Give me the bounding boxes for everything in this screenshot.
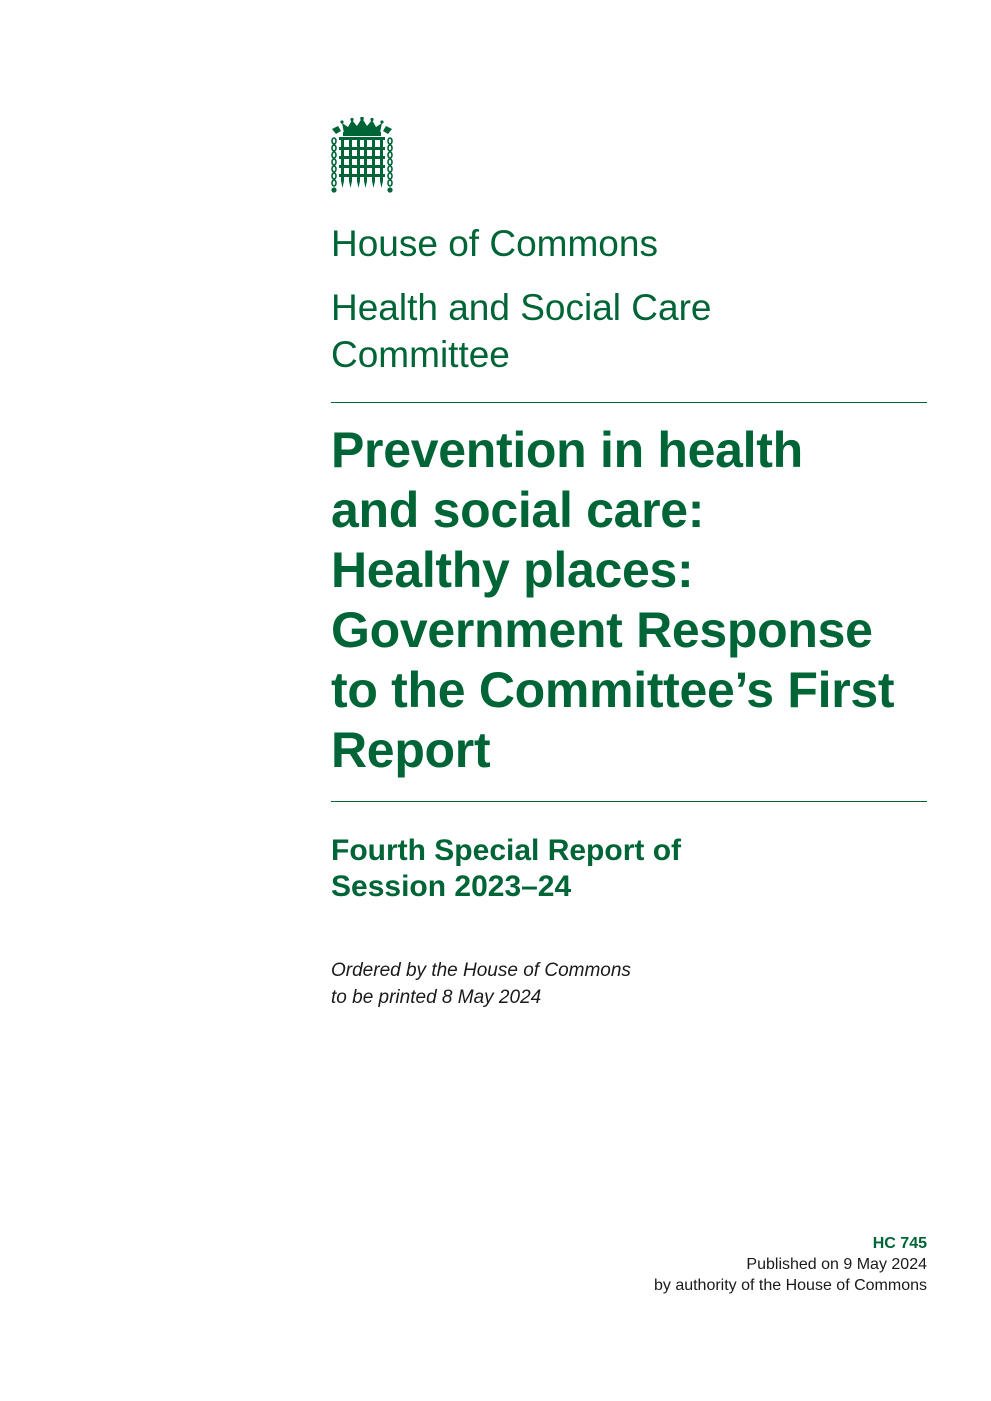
- title-line: Healthy places:: [331, 542, 694, 598]
- committee-name: [331, 284, 891, 378]
- report-title: [331, 420, 931, 780]
- committee-name-line: Committee: [331, 334, 510, 375]
- committee-name-line: Health and Social Care: [331, 287, 712, 328]
- title-line: and social care:: [331, 482, 705, 538]
- title-line: to the Committee’s First: [331, 662, 895, 718]
- title-line: Report: [331, 722, 491, 778]
- publication-authority: by authority of the House of Commons: [653, 1277, 927, 1294]
- published-date: Published on 9 May 2024: [746, 1256, 927, 1273]
- title-line: Prevention in health: [331, 422, 803, 478]
- top-divider: [331, 402, 927, 403]
- subtitle-line: Fourth Special Report of: [331, 834, 682, 867]
- house-name: House of Commons: [331, 223, 658, 264]
- report-subtitle: [331, 833, 771, 905]
- hc-number: HC 745: [872, 1235, 927, 1252]
- title-line: Government Response: [331, 602, 873, 658]
- portcullis-icon: [330, 117, 394, 195]
- print-order-line: to be printed 8 May 2024: [331, 987, 542, 1008]
- print-order-line: Ordered by the House of Commons: [331, 960, 631, 981]
- bottom-divider: [331, 801, 927, 802]
- publication-footer: [527, 1233, 927, 1296]
- subtitle-line: Session 2023–24: [331, 870, 572, 903]
- print-order-note: [331, 957, 731, 1011]
